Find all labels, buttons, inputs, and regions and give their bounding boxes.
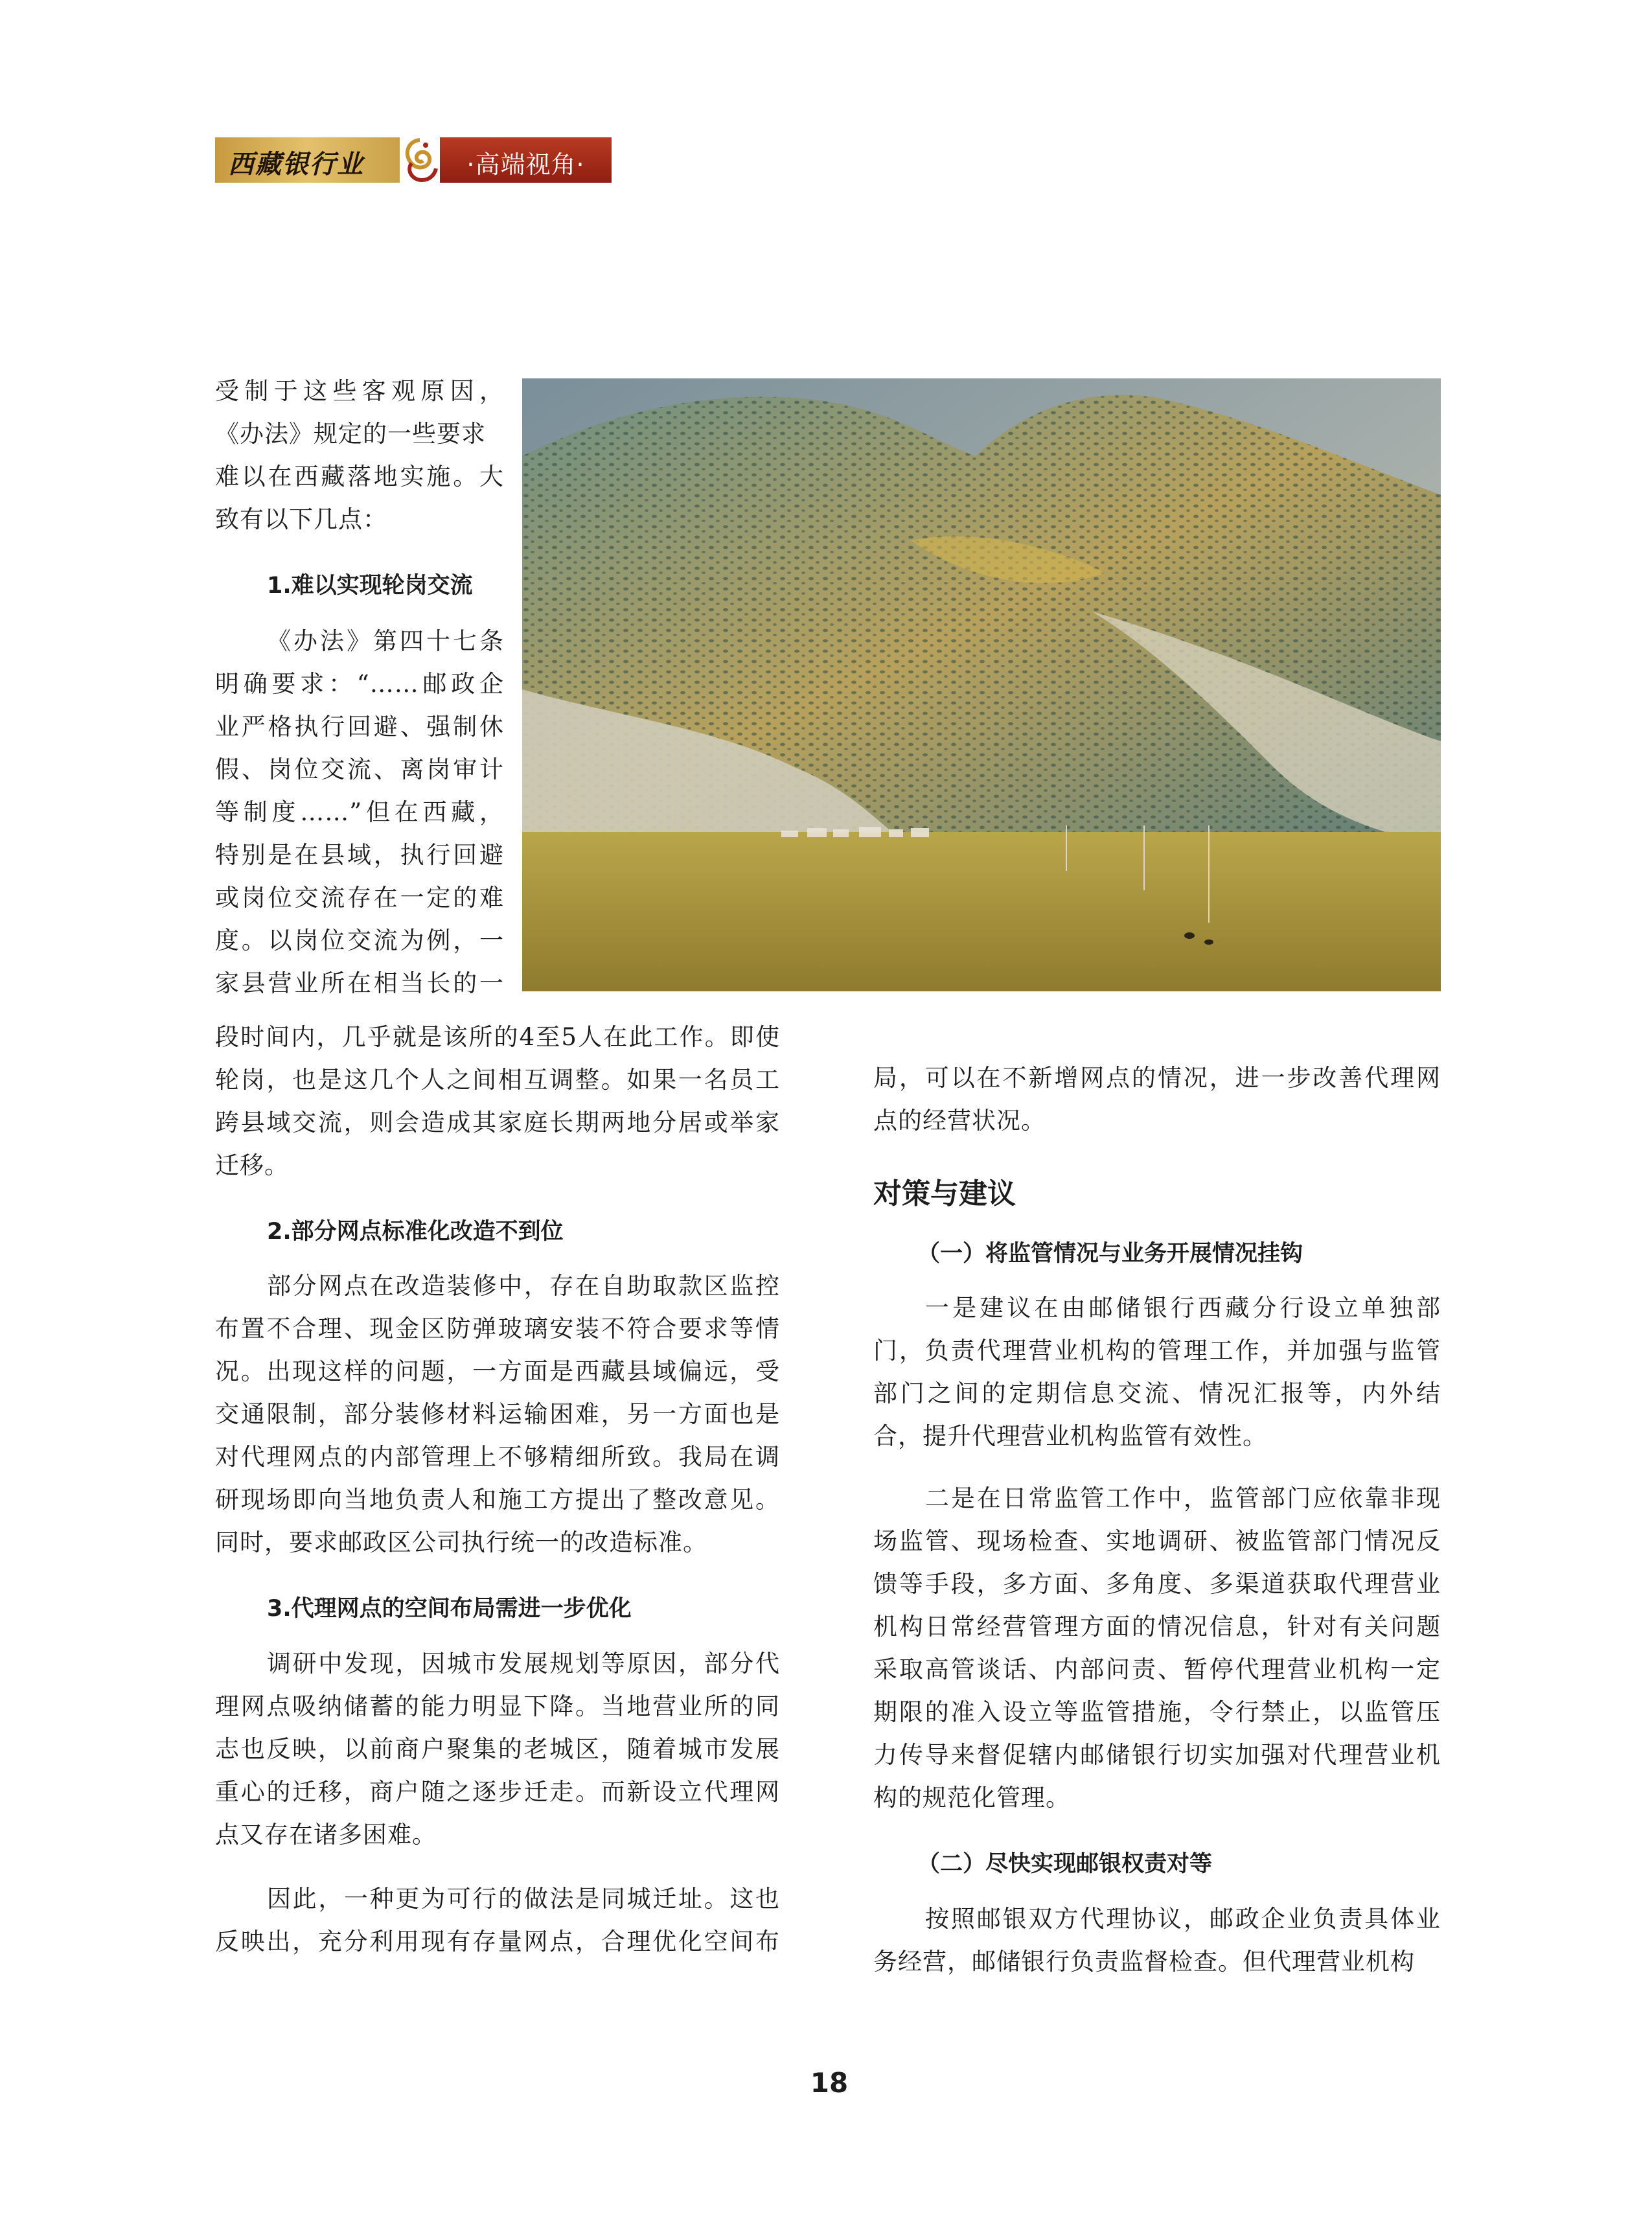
paragraph-line: 特别是在县域，执行回避: [215, 841, 504, 869]
page-number: 18: [810, 2067, 849, 2099]
paragraph-line: 门，负责代理营业机构的管理工作，并加强与监管: [873, 1337, 1441, 1365]
intro-line: 难以在西藏落地实施。大: [215, 463, 504, 490]
paragraph-line: 志也反映，以前商户聚集的老城区，随着城市发展: [215, 1735, 780, 1763]
paragraph-line: 点的经营状况。: [873, 1107, 1046, 1135]
paragraph-line: 同时，要求邮政区公司执行统一的改造标准。: [215, 1528, 707, 1556]
paragraph-line: 研现场即向当地负责人和施工方提出了整改意见。: [215, 1486, 780, 1514]
paragraph-line: 一是建议在由邮储银行西藏分行设立单独部: [925, 1294, 1441, 1322]
paragraph-line: 务经营，邮储银行负责监督检查。但代理营业机构: [873, 1948, 1415, 1976]
paragraph-line: 馈等手段，多方面、多角度、多渠道获取代理营业: [873, 1570, 1441, 1598]
paragraph-line: 交通限制，部分装修材料运输困难，另一方面也是: [215, 1400, 780, 1428]
paragraph-line: 机构日常经营管理方面的情况信息，针对有关问题: [873, 1613, 1441, 1641]
intro-line: 《办法》规定的一些要求: [215, 420, 486, 448]
paragraph-line: 反映出，充分利用现有存量网点，合理优化空间布: [215, 1928, 780, 1955]
paragraph-line: 局，可以在不新增网点的情况，进一步改善代理网: [873, 1064, 1441, 1092]
paragraph-line: 期限的准入设立等监管措施，令行禁止，以监管压: [873, 1698, 1441, 1726]
paragraph-line: 度。以岗位交流为例，一: [215, 927, 504, 954]
paragraph-line: 迁移。: [215, 1151, 289, 1179]
paragraph-line: 力传导来督促辖内邮储银行切实加强对代理营业机: [873, 1741, 1441, 1769]
subheading-1: （一）将监管情况与业务开展情况挂钩: [917, 1241, 1303, 1267]
intro-line: 致有以下几点：: [215, 505, 387, 533]
paragraph-line: 假、岗位交流、离岗审计: [215, 755, 504, 783]
section-title: ·高端视角·: [466, 150, 585, 179]
paragraph-line: 业严格执行回避、强制休: [215, 713, 504, 741]
paragraph-line: 跨县域交流，则会造成其家庭长期两地分居或举家: [215, 1109, 780, 1136]
paragraph-line: 等制度……”但在西藏，: [215, 798, 504, 826]
brand-plate: [215, 137, 400, 183]
heading-2: 2.部分网点标准化改造不到位: [267, 1219, 564, 1245]
paragraph-line: 对代理网点的内部管理上不够精细所致。我局在调: [215, 1443, 780, 1471]
paragraph-line: 况。出现这样的问题，一方面是西藏县域偏远，受: [215, 1357, 780, 1385]
paragraph-line: 二是在日常监管工作中，监管部门应依靠非现: [925, 1484, 1441, 1512]
paragraph-line: 重心的迁移，商户随之逐步迁走。而新设立代理网: [215, 1778, 780, 1806]
paragraph-line: 场监管、现场检查、实地调研、被监管部门情况反: [873, 1527, 1441, 1555]
paragraph-line: 家县营业所在相当长的一: [215, 969, 504, 997]
heading-3: 3.代理网点的空间布局需进一步优化: [267, 1596, 632, 1622]
brand-title: 西藏银行业: [228, 149, 364, 179]
paragraph-line: 《办法》第四十七条: [267, 627, 504, 655]
swirl-logo-icon: [400, 135, 440, 185]
paragraph-line: 采取高管谈话、内部问责、暂停代理营业机构一定: [873, 1655, 1441, 1683]
paragraph-line: 轮岗，也是这几个人之间相互调整。如果一名员工: [215, 1066, 780, 1094]
section-plate: [440, 137, 612, 183]
paragraph-line: 构的规范化管理。: [873, 1784, 1070, 1812]
paragraph-line: 部门之间的定期信息交流、情况汇报等，内外结: [873, 1379, 1441, 1407]
intro-line: 受制于这些客观原因，: [215, 377, 504, 405]
mountain-landscape-photo: [522, 378, 1441, 991]
paragraph-line: 理网点吸纳储蓄的能力明显下降。当地营业所的同: [215, 1692, 780, 1720]
paragraph-line: 段时间内，几乎就是该所的4至5人在此工作。即使: [215, 1023, 780, 1051]
paragraph-line: 明确要求：“……邮政企: [215, 670, 504, 698]
paragraph-line: 合，提升代理营业机构监管有效性。: [873, 1422, 1267, 1450]
heading-1: 1.难以实现轮岗交流: [267, 573, 473, 599]
paragraph-line: 调研中发现，因城市发展规划等原因，部分代: [267, 1650, 780, 1677]
paragraph-line: 部分网点在改造装修中，存在自助取款区监控: [267, 1272, 780, 1300]
section-title: 对策与建议: [873, 1177, 1016, 1210]
subheading-2: （二）尽快实现邮银权责对等: [917, 1851, 1213, 1877]
paragraph-line: 或岗位交流存在一定的难: [215, 884, 504, 912]
paragraph-line: 布置不合理、现金区防弹玻璃安装不符合要求等情: [215, 1315, 780, 1343]
paragraph-line: 按照邮银双方代理协议，邮政企业负责具体业: [925, 1905, 1441, 1933]
paragraph-line: 因此，一种更为可行的做法是同城迁址。这也: [267, 1885, 780, 1913]
header-banner: [215, 137, 612, 183]
paragraph-line: 点又存在诸多困难。: [215, 1821, 437, 1849]
